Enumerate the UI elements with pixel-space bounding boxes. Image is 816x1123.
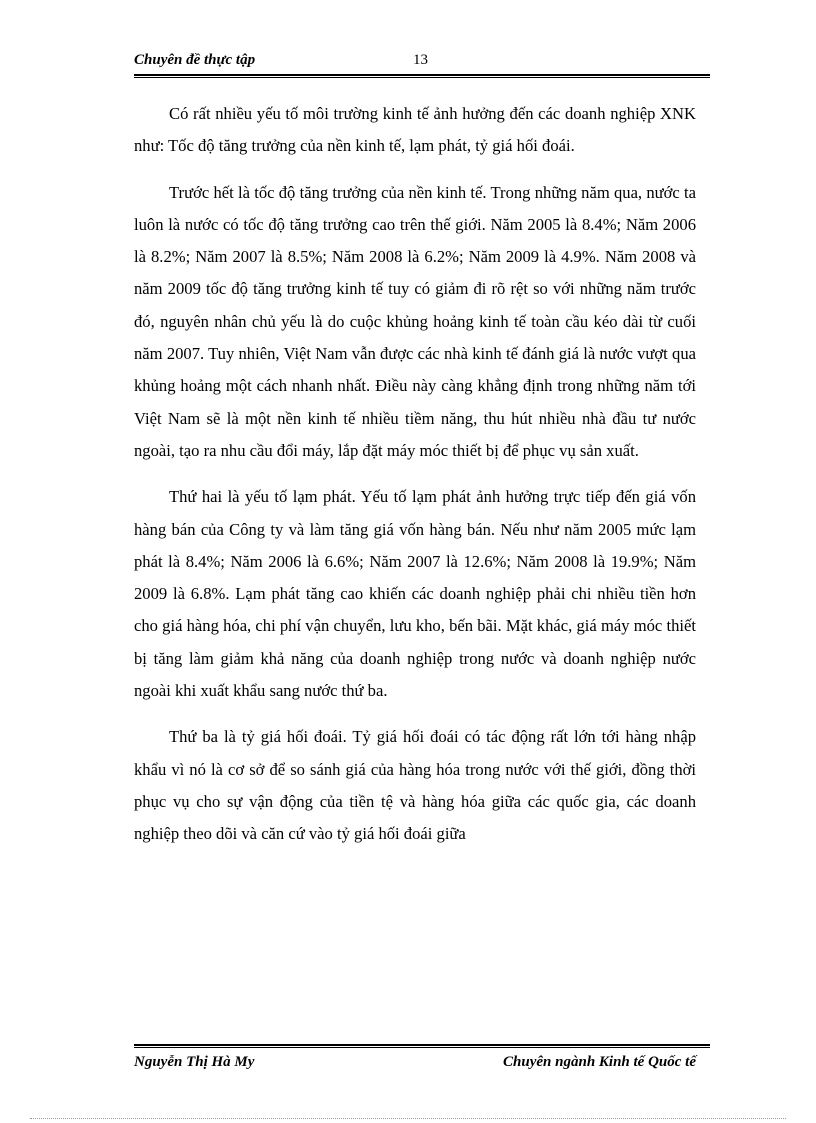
footer-major: Chuyên ngành Kinh tế Quốc tế — [503, 1054, 696, 1070]
footer-rule — [134, 1044, 710, 1048]
header-rule — [134, 74, 710, 78]
paragraph-4: Thứ ba là tỷ giá hối đoái. Tỷ giá hối đoái có tác động rất lớn tới hàng nhập khẩu vì nó là cơ sở để so sánh giá của hàng hóa trong nước với thế giới, đồng thời phục vụ cho sự vận động của tiền tệ và hàng hóa giữa các quốc gia, các doanh nghiệp theo dõi và căn cứ vào tỷ giá hối đoái giữa — [134, 727, 696, 844]
page-footer — [134, 1054, 696, 1076]
header-title: Chuyên đề thực tập — [134, 52, 256, 68]
page-header — [134, 50, 710, 74]
footer-author: Nguyễn Thị Hà My — [134, 1054, 255, 1070]
paragraph-3: Thứ hai là yếu tố lạm phát. Yếu tố lạm phát ảnh hưởng trực tiếp đến giá vốn hàng bán của Công ty và làm tăng giá vốn hàng bán. Nếu như năm 2005 mức lạm phát là 8.4%; Năm 2006 là 6.6%; Năm 2007 là 12.6%; Năm 2008 là 19.9%; Năm 2009 là 6.8%. Lạm phát tăng cao khiến các doanh nghiệp phải chi nhiều tiền hơn cho giá hàng hóa, chi phí vận chuyển, lưu kho, bến bãi. Mặt khác, giá máy móc thiết bị tăng làm giảm khả năng của doanh nghiệp trong nước và doanh nghiệp nước ngoài khi xuất khẩu sang nước thứ ba. — [134, 487, 696, 701]
paragraph-2: Trước hết là tốc độ tăng trưởng của nền kinh tế. Trong những năm qua, nước ta luôn là nước có tốc độ tăng trưởng cao trên thế giới. Năm 2005 là 8.4%; Năm 2006 là 8.2%; Năm 2007 là 8.5%; Năm 2008 là 6.2%; Năm 2009 là 4.9%. Năm 2008 và năm 2009 tốc độ tăng trưởng kinh tế tuy có giảm đi rõ rệt so với những năm trước đó, nguyên nhân chủ yếu là do cuộc khủng hoảng kinh tế toàn cầu kéo dài từ cuối năm 2007. Tuy nhiên, Việt Nam vẫn được các nhà kinh tế đánh giá là nước vượt qua khủng hoảng một cách nhanh nhất. Điều này càng khẳng định trong những năm tới Việt Nam sẽ là một nền kinh tế nhiều tiềm năng, thu hút nhiều nhà đầu tư nước ngoài, tạo ra nhu cầu đổi máy, lắp đặt máy móc thiết bị để phục vụ sản xuất. — [134, 182, 696, 460]
paragraph-1: Có rất nhiều yếu tố môi trường kinh tế ảnh hưởng đến các doanh nghiệp XNK như: Tốc độ tăng trưởng của nền kinh tế, lạm phát, tỷ giá hối đoái. — [134, 104, 696, 156]
body-text — [134, 98, 696, 865]
page-number: 13 — [413, 52, 428, 68]
page-bottom-divider — [30, 1118, 786, 1119]
